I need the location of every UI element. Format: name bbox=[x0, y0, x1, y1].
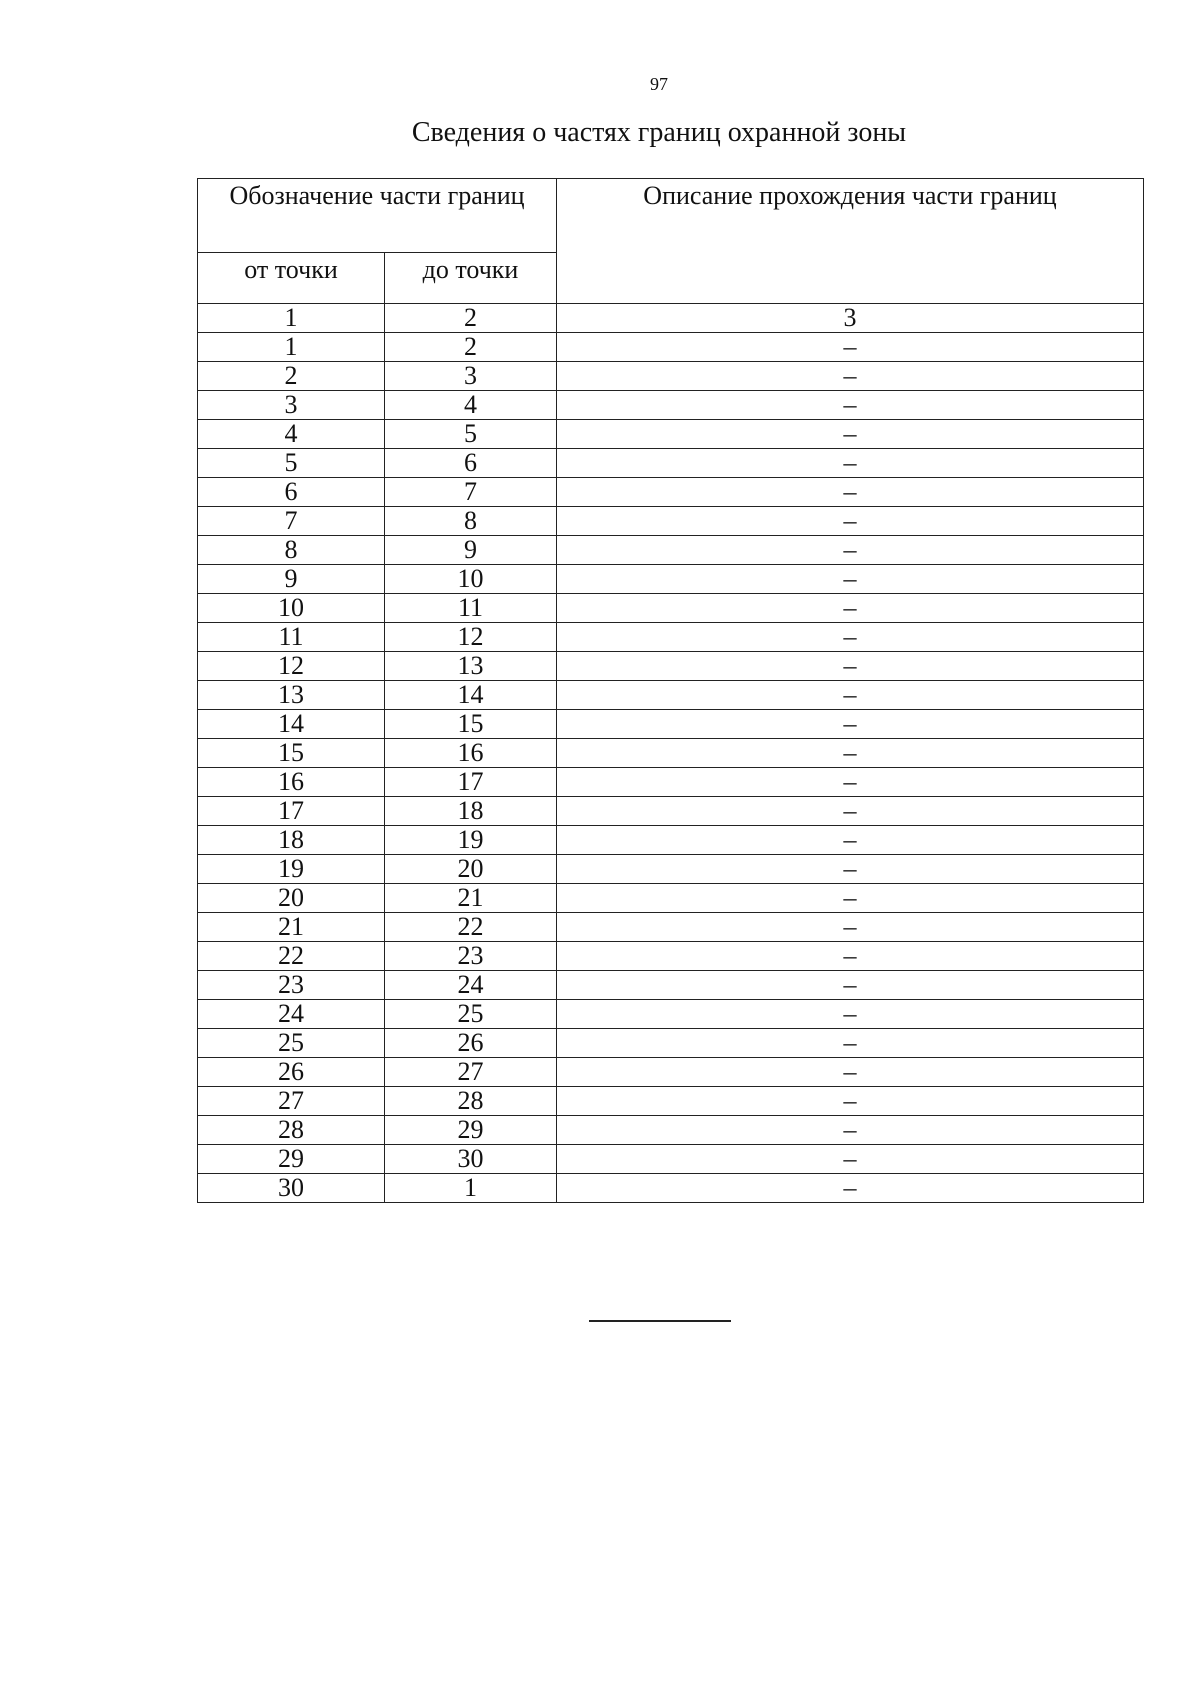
cell-from-point: 18 bbox=[198, 826, 385, 855]
cell-from-point: 30 bbox=[198, 1174, 385, 1203]
cell-to-point: 27 bbox=[385, 1058, 557, 1087]
cell-to-point: 4 bbox=[385, 391, 557, 420]
cell-to-point: 12 bbox=[385, 623, 557, 652]
end-divider-line bbox=[589, 1320, 731, 1322]
table-row bbox=[198, 652, 1144, 681]
table-row bbox=[198, 1116, 1144, 1145]
cell-to-point: 14 bbox=[385, 681, 557, 710]
cell-description: – bbox=[557, 1116, 1144, 1145]
cell-description: – bbox=[557, 1174, 1144, 1203]
cell-description: – bbox=[557, 478, 1144, 507]
cell-from-point: 10 bbox=[198, 594, 385, 623]
header-to-point: до точки bbox=[385, 253, 557, 304]
cell-from-point: 24 bbox=[198, 1000, 385, 1029]
cell-to-point: 8 bbox=[385, 507, 557, 536]
cell-description: – bbox=[557, 913, 1144, 942]
cell-from-point: 13 bbox=[198, 681, 385, 710]
cell-from-point: 28 bbox=[198, 1116, 385, 1145]
cell-description: – bbox=[557, 623, 1144, 652]
table-row bbox=[198, 420, 1144, 449]
cell-from-point: 5 bbox=[198, 449, 385, 478]
cell-description: – bbox=[557, 942, 1144, 971]
cell-description: – bbox=[557, 391, 1144, 420]
cell-to-point: 6 bbox=[385, 449, 557, 478]
cell-description: – bbox=[557, 420, 1144, 449]
cell-from-point: 19 bbox=[198, 855, 385, 884]
cell-to-point: 2 bbox=[385, 333, 557, 362]
cell-to-point: 16 bbox=[385, 739, 557, 768]
table-row bbox=[198, 1174, 1144, 1203]
page-title: Сведения о частях границ охранной зоны bbox=[411, 117, 907, 148]
table-row bbox=[198, 449, 1144, 478]
cell-from-point: 11 bbox=[198, 623, 385, 652]
table-row bbox=[198, 710, 1144, 739]
column-number: 3 bbox=[557, 304, 1144, 333]
column-number: 1 bbox=[198, 304, 385, 333]
cell-from-point: 16 bbox=[198, 768, 385, 797]
cell-from-point: 26 bbox=[198, 1058, 385, 1087]
cell-description: – bbox=[557, 507, 1144, 536]
table-row bbox=[198, 739, 1144, 768]
cell-description: – bbox=[557, 768, 1144, 797]
table-row bbox=[198, 884, 1144, 913]
cell-from-point: 1 bbox=[198, 333, 385, 362]
cell-description: – bbox=[557, 594, 1144, 623]
table-row bbox=[198, 1029, 1144, 1058]
cell-to-point: 10 bbox=[385, 565, 557, 594]
cell-to-point: 1 bbox=[385, 1174, 557, 1203]
cell-to-point: 21 bbox=[385, 884, 557, 913]
cell-to-point: 9 bbox=[385, 536, 557, 565]
cell-from-point: 12 bbox=[198, 652, 385, 681]
cell-description: – bbox=[557, 1145, 1144, 1174]
header-boundary-part-designation: Обозначение части границ bbox=[198, 179, 557, 253]
cell-from-point: 22 bbox=[198, 942, 385, 971]
cell-to-point: 5 bbox=[385, 420, 557, 449]
cell-from-point: 25 bbox=[198, 1029, 385, 1058]
cell-description: – bbox=[557, 710, 1144, 739]
table-row bbox=[198, 681, 1144, 710]
cell-description: – bbox=[557, 362, 1144, 391]
table-body bbox=[198, 304, 1144, 1203]
cell-to-point: 18 bbox=[385, 797, 557, 826]
cell-to-point: 19 bbox=[385, 826, 557, 855]
cell-description: – bbox=[557, 797, 1144, 826]
cell-description: – bbox=[557, 855, 1144, 884]
table-row bbox=[198, 797, 1144, 826]
table-row bbox=[198, 565, 1144, 594]
cell-description: – bbox=[557, 652, 1144, 681]
table-row bbox=[198, 623, 1144, 652]
cell-description: – bbox=[557, 565, 1144, 594]
cell-description: – bbox=[557, 681, 1144, 710]
table-row bbox=[198, 1145, 1144, 1174]
cell-to-point: 7 bbox=[385, 478, 557, 507]
cell-description: – bbox=[557, 1058, 1144, 1087]
table-header-row bbox=[198, 179, 1144, 253]
cell-from-point: 6 bbox=[198, 478, 385, 507]
table-row bbox=[198, 971, 1144, 1000]
cell-to-point: 26 bbox=[385, 1029, 557, 1058]
cell-description: – bbox=[557, 1029, 1144, 1058]
cell-to-point: 24 bbox=[385, 971, 557, 1000]
cell-to-point: 28 bbox=[385, 1087, 557, 1116]
table-row bbox=[198, 362, 1144, 391]
cell-to-point: 3 bbox=[385, 362, 557, 391]
table-row bbox=[198, 855, 1144, 884]
cell-to-point: 30 bbox=[385, 1145, 557, 1174]
table-row bbox=[198, 1087, 1144, 1116]
page-number: 97 bbox=[650, 74, 668, 94]
cell-to-point: 17 bbox=[385, 768, 557, 797]
cell-from-point: 20 bbox=[198, 884, 385, 913]
cell-from-point: 4 bbox=[198, 420, 385, 449]
cell-description: – bbox=[557, 1000, 1144, 1029]
table-row bbox=[198, 942, 1144, 971]
cell-description: – bbox=[557, 449, 1144, 478]
cell-from-point: 8 bbox=[198, 536, 385, 565]
cell-from-point: 27 bbox=[198, 1087, 385, 1116]
cell-description: – bbox=[557, 739, 1144, 768]
cell-from-point: 15 bbox=[198, 739, 385, 768]
cell-from-point: 23 bbox=[198, 971, 385, 1000]
cell-description: – bbox=[557, 971, 1144, 1000]
cell-to-point: 29 bbox=[385, 1116, 557, 1145]
cell-to-point: 22 bbox=[385, 913, 557, 942]
table-row bbox=[198, 536, 1144, 565]
table-row bbox=[198, 594, 1144, 623]
cell-from-point: 14 bbox=[198, 710, 385, 739]
table-row bbox=[198, 1058, 1144, 1087]
cell-to-point: 20 bbox=[385, 855, 557, 884]
cell-description: – bbox=[557, 333, 1144, 362]
cell-from-point: 17 bbox=[198, 797, 385, 826]
cell-from-point: 21 bbox=[198, 913, 385, 942]
cell-from-point: 2 bbox=[198, 362, 385, 391]
table-row bbox=[198, 768, 1144, 797]
cell-to-point: 13 bbox=[385, 652, 557, 681]
cell-to-point: 11 bbox=[385, 594, 557, 623]
table-row bbox=[198, 478, 1144, 507]
cell-to-point: 15 bbox=[385, 710, 557, 739]
header-from-point: от точки bbox=[198, 253, 385, 304]
cell-description: – bbox=[557, 536, 1144, 565]
cell-to-point: 25 bbox=[385, 1000, 557, 1029]
cell-description: – bbox=[557, 884, 1144, 913]
column-number: 2 bbox=[385, 304, 557, 333]
table-row bbox=[198, 333, 1144, 362]
cell-description: – bbox=[557, 826, 1144, 855]
boundary-parts-table bbox=[197, 178, 1144, 1203]
cell-to-point: 23 bbox=[385, 942, 557, 971]
header-boundary-part-description: Описание прохождения части границ bbox=[557, 179, 1144, 304]
cell-from-point: 29 bbox=[198, 1145, 385, 1174]
cell-description: – bbox=[557, 1087, 1144, 1116]
cell-from-point: 3 bbox=[198, 391, 385, 420]
table-row bbox=[198, 507, 1144, 536]
table-row bbox=[198, 391, 1144, 420]
table-row bbox=[198, 826, 1144, 855]
column-number-row bbox=[198, 304, 1144, 333]
cell-from-point: 7 bbox=[198, 507, 385, 536]
table-row bbox=[198, 913, 1144, 942]
table-row bbox=[198, 1000, 1144, 1029]
cell-from-point: 9 bbox=[198, 565, 385, 594]
